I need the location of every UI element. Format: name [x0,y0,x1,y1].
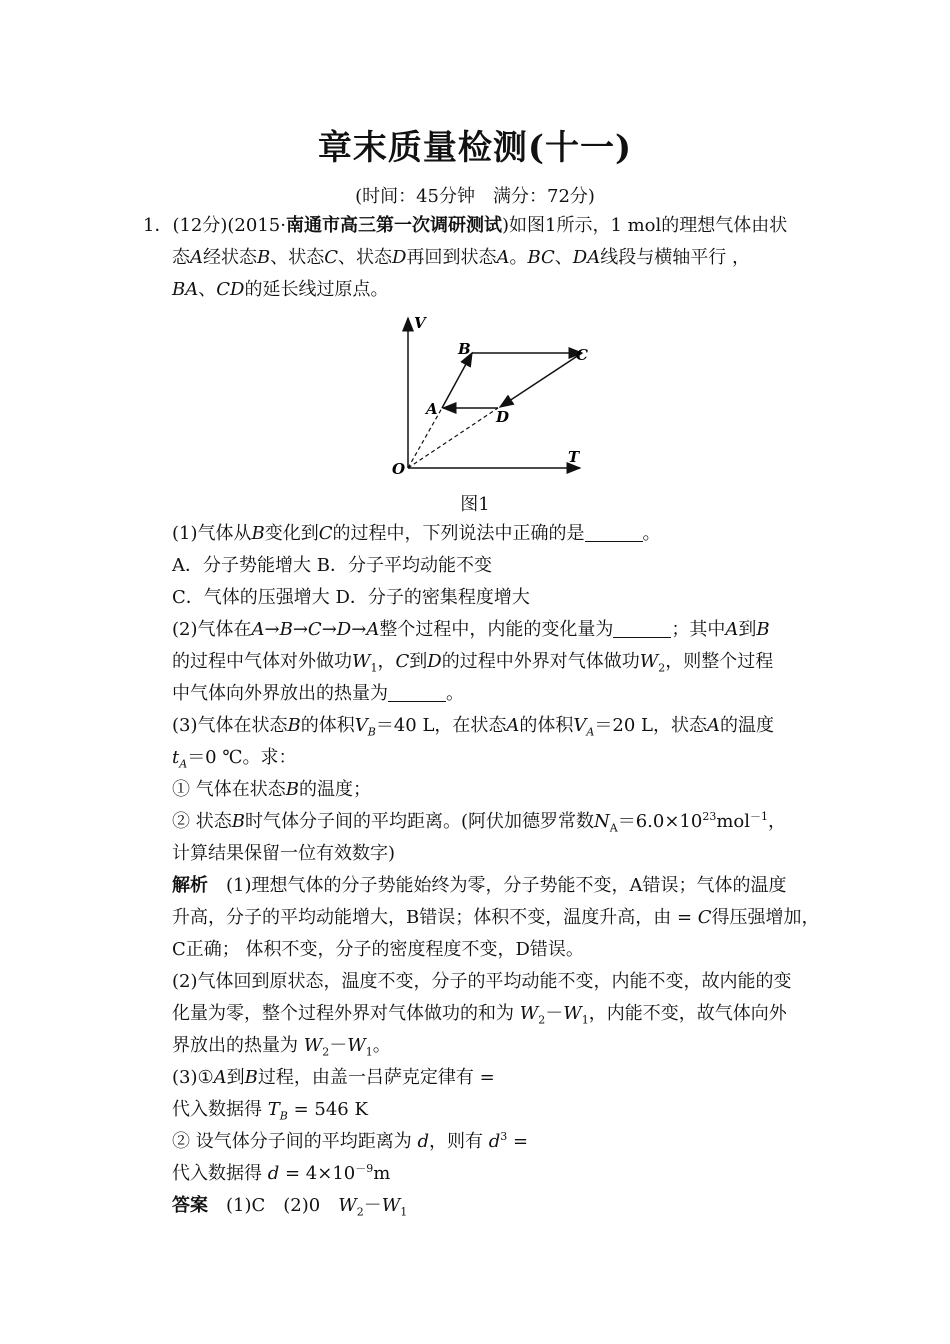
q1-line3: BA、CD的延长线过原点。 [172,279,389,300]
q1-part2-line2: 的过程中气体对外做功$W_1$，C到D的过程中外界对气体做功$W_2$，则整个过程 [172,651,774,675]
q1-part2-line3: 中气体向外界放出的热量为 。 [172,683,464,704]
answer-blank [613,619,671,638]
answer-blank [585,523,643,542]
q1-part3-line2: $t_A=0$ ℃。求： [172,747,297,771]
analysis-line10: 代入数据得 $d = 4\times 10^{-9}m$ [172,1162,391,1184]
label-v: V [414,314,426,332]
label-c: C [576,346,588,364]
analysis-line1: 解析 (1)理想气体的分子势能始终为零，分子势能不变，A错误；气体的温度 [172,875,787,896]
q1-line1: 1．(12分)(2015·南通市高三第一次调研测试)如图1所示，1 mol的理想气体由状 [143,215,788,236]
label-b: B [458,340,471,358]
figure-caption: 图1 [460,494,490,515]
answer-line: 答案 (1)C (2)0 $W_2-W_1$ [172,1195,408,1219]
q1-options-cd: C．气体的压强增大 D．分子的密集程度增大 [172,587,530,608]
label-a: A [426,400,438,418]
analysis-line6: 界放出的热量为 $W_2-W_1$。 [172,1035,391,1059]
page-title: 章末质量检测(十一) [317,128,633,168]
path-c-d [500,353,582,407]
analysis-line8: 代入数据得 $T_B = 546$ K [172,1099,368,1123]
label-d: D [496,408,510,426]
q1-part3-line4: ② 状态B时气体分子间的平均距离。(阿伏加德罗常数$N_A=6.0\times 10^{23}mol^{-1}$， [172,810,786,835]
cd-extension [408,408,498,468]
analysis-line9: ② 设气体分子间的平均距离为 d，则有 $d^3$ = [172,1130,529,1152]
analysis-line4: (2)气体回到原状态，温度不变，分子的平均动能不变，内能不变，故内能的变 [172,971,792,992]
analysis-line5: 化量为零，整个过程外界对气体做功的和为 $W_2-W_1$，内能不变，故气体向外 [172,1003,787,1027]
q1-part1: (1)气体从B变化到C的过程中，下列说法中正确的是 。 [172,523,661,544]
answer-blank [388,683,446,702]
q1-part3-line1: (3)气体在状态B的体积$V_B=40$ L，在状态A的体积$V_A=20$ L，状态A的温度 [172,715,774,739]
answer-label: 答案 [172,1195,208,1216]
q1-part3-line3: ① 气体在状态B的温度； [172,779,371,800]
label-o: O [392,460,406,478]
q1-line2: 态A经状态B、状态C、状态D再回到状态A。BC、DA线段与横轴平行 ， [172,247,750,268]
q1-source: 南通市高三第一次调研测试 [285,215,502,236]
analysis-label: 解析 [172,875,208,896]
q1-part3-line5: 计算结果保留一位有效数字) [172,843,396,864]
exam-info: (时间：45分钟 满分：72分) [355,186,595,207]
path-a-b [442,353,472,408]
vt-diagram [380,308,610,483]
label-t: T [568,448,580,466]
analysis-line7: (3)①A到B过程，由盖一吕萨克定律有 = [172,1067,495,1088]
q1-options-ab: A．分子势能增大 B．分子平均动能不变 [172,555,492,576]
analysis-line2: 升高，分子的平均动能增大，B错误；体积不变，温度升高，由 = C得压强增加， [172,907,820,928]
analysis-line3: C正确； 体积不变，分子的密度程度不变，D错误。 [172,939,584,960]
q1-part2-line1: (2)气体在A→B→C→D→A整个过程中，内能的变化量为 ；其中A到B [172,619,770,640]
